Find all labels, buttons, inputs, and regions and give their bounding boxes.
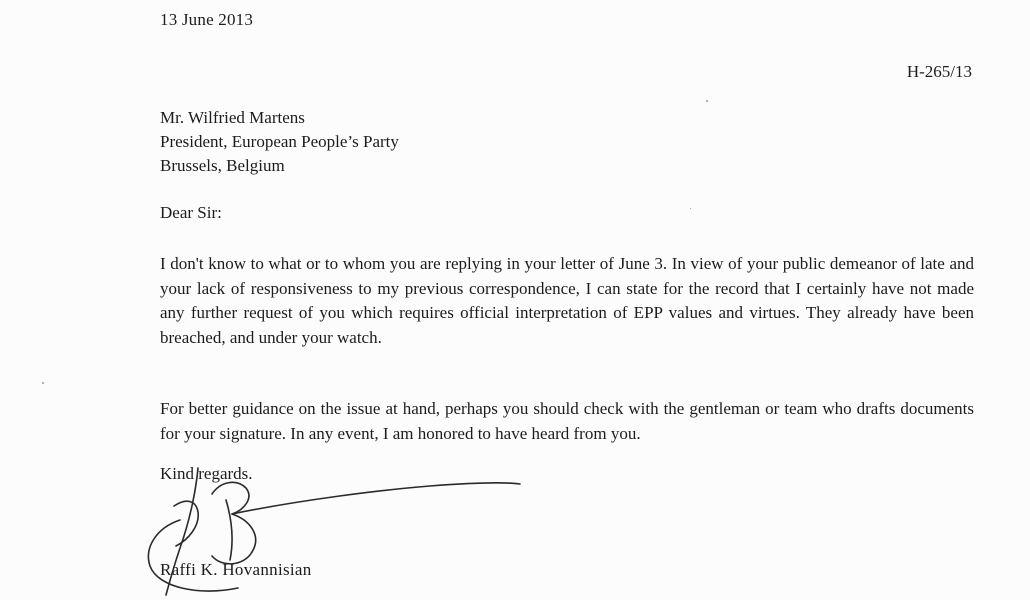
reference-number: H-265/13 [906, 62, 972, 81]
addressee-title: President, European People’s Party [160, 132, 399, 151]
salutation: Dear Sir: [160, 203, 222, 222]
body-paragraph-2: For better guidance on the issue at hand, perhaps you should check with the gentleman or team who drafts documents for your signature. In any event, I am honored to have heard from you. [160, 399, 974, 443]
letter-date: 13 June 2013 [160, 10, 254, 29]
addressee-block [160, 106, 399, 178]
scan-speck [706, 100, 708, 102]
addressee-location: Brussels, Belgium [160, 156, 285, 175]
closing-line: Kind regards. [160, 464, 253, 483]
signatory-name: Raffi K. Hovannisian [160, 560, 312, 579]
addressee-name: Mr. Wilfried Martens [160, 108, 305, 127]
body-paragraph-1: I don't know to what or to whom you are replying in your letter of June 3. In view of your public demeanor of late and your lack of responsiveness to my previous correspondence, I can state for the record that I certainly have not made any further request of you which requires official interpretation of EPP values and virtues. They already have been breached, and under your watch. [160, 254, 974, 347]
scan-speck [42, 382, 44, 384]
scan-speck [690, 208, 691, 209]
